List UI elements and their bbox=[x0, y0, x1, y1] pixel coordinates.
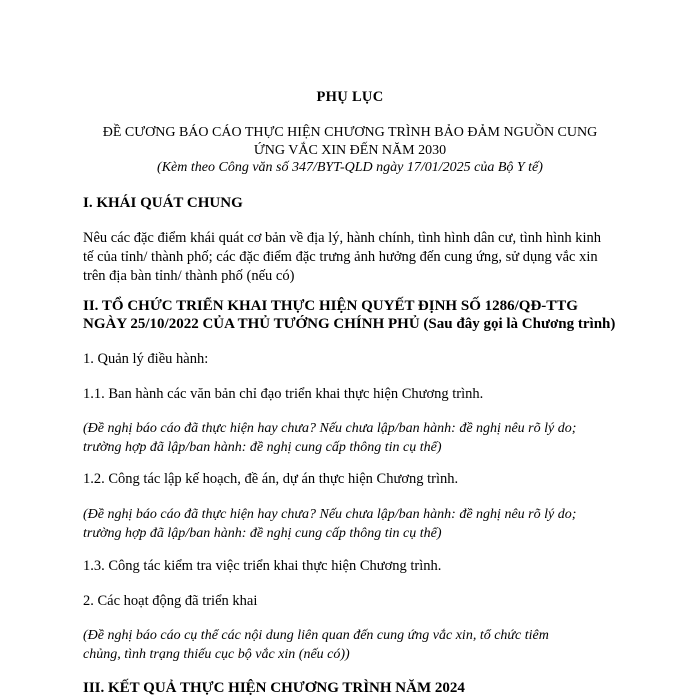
item1-2-note-line1: (Đề nghị báo cáo đã thực hiện hay chưa? Nếu chưa lập/ban hành: đề nghị nêu rõ lý do; bbox=[83, 507, 577, 522]
section2-item2: 2. Các hoạt động đã triển khai bbox=[83, 593, 258, 609]
appendix-subtitle-line1: ĐỀ CƯƠNG BÁO CÁO THỰC HIỆN CHƯƠNG TRÌNH BẢO ĐẢM NGUỒN CUNG bbox=[102, 125, 598, 140]
section2-item2-note bbox=[83, 626, 623, 664]
section2-heading bbox=[83, 297, 623, 333]
section2-item1-1-note bbox=[83, 419, 623, 457]
section2-item1-2-note bbox=[83, 505, 623, 543]
section2-heading-line2: NGÀY 25/10/2022 CỦA THỦ TƯỚNG CHÍNH PHỦ (Sau đây gọi là Chương trình) bbox=[83, 316, 616, 332]
section2-item1-1: 1.1. Ban hành các văn bản chỉ đạo triển khai thực hiện Chương trình. bbox=[83, 386, 484, 402]
section2-item1-2: 1.2. Công tác lập kế hoạch, đề án, dự án thực hiện Chương trình. bbox=[83, 471, 459, 487]
section1-heading: I. KHÁI QUÁT CHUNG bbox=[83, 195, 243, 211]
item1-2-note-line2: trường hợp đã lập/ban hành: đề nghị cung cấp thông tin cụ thể) bbox=[83, 526, 442, 541]
item1-1-note-line2: trường hợp đã lập/ban hành: đề nghị cung cấp thông tin cụ thể) bbox=[83, 440, 442, 455]
item2-note-line2: chủng, tình trạng thiếu cục bộ vắc xin (nếu có)) bbox=[83, 647, 350, 662]
section2-item1: 1. Quản lý điều hành: bbox=[83, 351, 209, 367]
item1-1-note-line1: (Đề nghị báo cáo đã thực hiện hay chưa? Nếu chưa lập/ban hành: đề nghị nêu rõ lý do; bbox=[83, 421, 577, 436]
section2-item1-3: 1.3. Công tác kiểm tra việc triển khai thực hiện Chương trình. bbox=[83, 558, 442, 574]
section1-body-line1: Nêu các đặc điểm khái quát cơ bản về địa lý, hành chính, tình hình dân cư, tình hình kinh bbox=[83, 230, 602, 246]
section1-body-line2: tế của tỉnh/ thành phố; các đặc điểm đặc trưng ảnh hưởng đến cung ứng, sử dụng vắc xin bbox=[83, 249, 598, 265]
appendix-reference-note: (Kèm theo Công văn số 347/BYT-QLD ngày 17/01/2025 của Bộ Y tế) bbox=[157, 160, 543, 175]
item2-note-line1: (Đề nghị báo cáo cụ thể các nội dung liên quan đến cung ứng vắc xin, tổ chức tiêm bbox=[83, 628, 549, 643]
section1-body-line3: trên địa bàn tỉnh/ thành phố (nếu có) bbox=[83, 268, 295, 284]
appendix-subtitle-line2: ỨNG VẮC XIN ĐẾN NĂM 2030 bbox=[253, 143, 447, 158]
section1-body bbox=[83, 229, 623, 286]
appendix-title: PHỤ LỤC bbox=[316, 89, 384, 105]
section3-heading: III. KẾT QUẢ THỰC HIỆN CHƯƠNG TRÌNH NĂM 2024 bbox=[83, 680, 465, 696]
section2-heading-line1: II. TỔ CHỨC TRIỂN KHAI THỰC HIỆN QUYẾT ĐỊNH SỐ 1286/QĐ-TTG bbox=[83, 298, 578, 314]
